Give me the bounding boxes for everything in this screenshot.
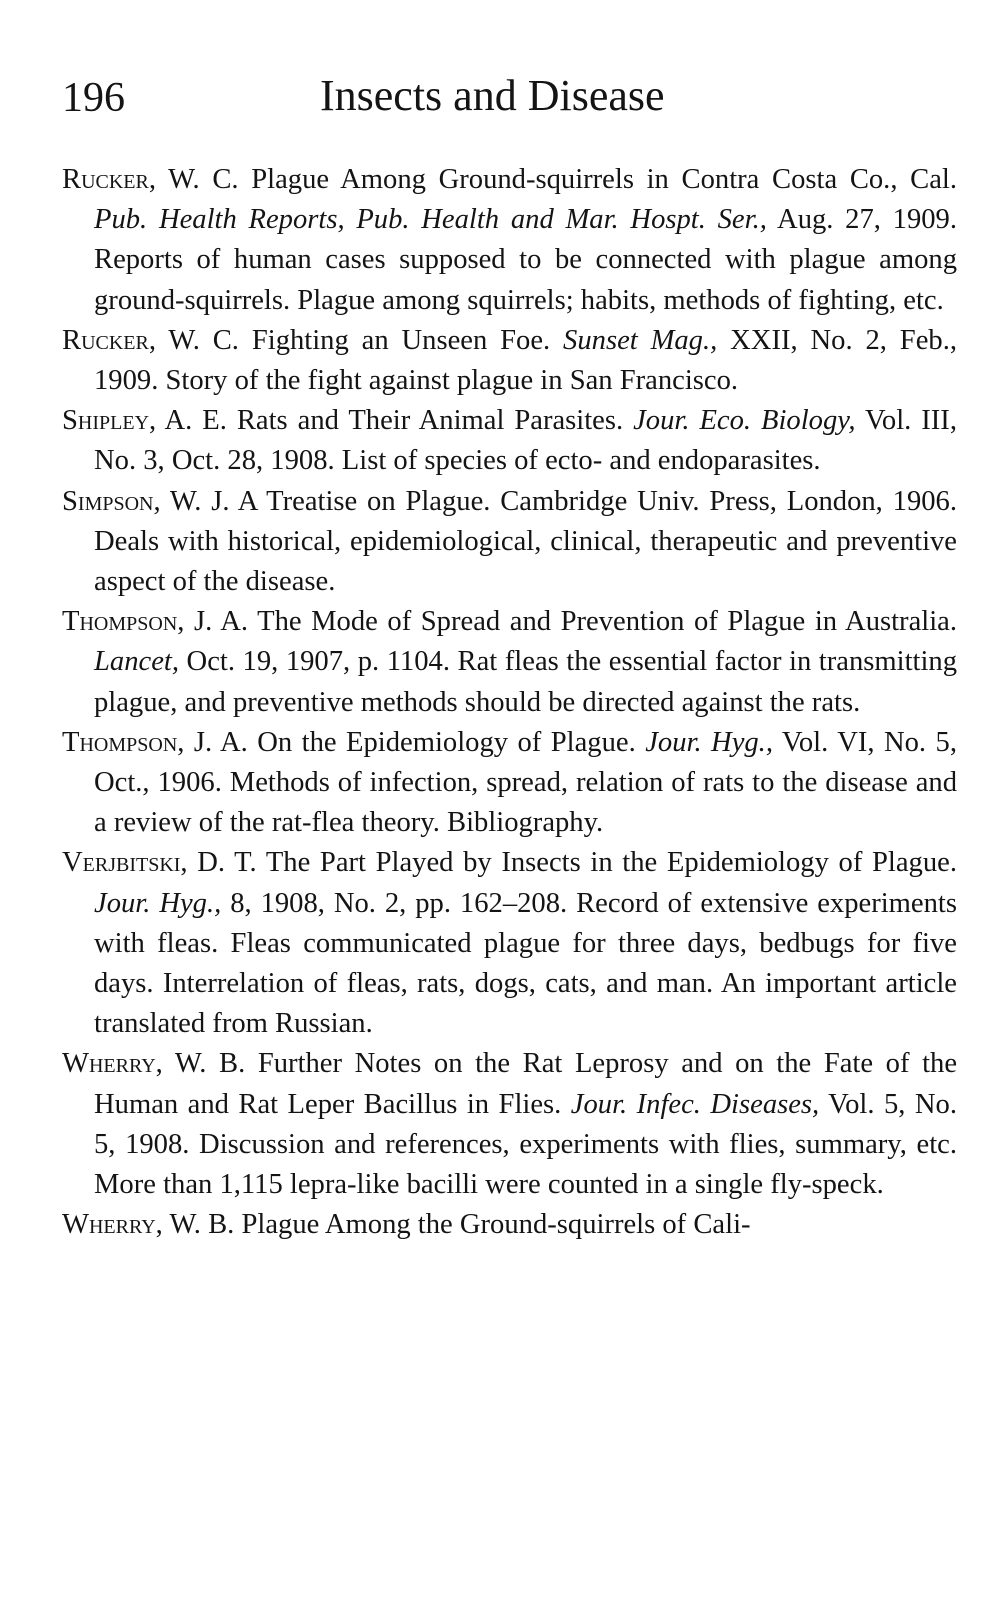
- entry-title: A Treatise on Plague. Cambridge Univ. Press, London, 1906. Deals with historical, epidemiological, clinical, therapeutic and preventive aspect of the disease.: [94, 485, 957, 598]
- bibliography-list: [62, 160, 957, 1245]
- entry-journal: Pub. Health Reports, Pub. Health and Mar. Hospt. Ser.,: [94, 204, 767, 236]
- entry-title: On the Epidemiology of Plague.: [257, 726, 636, 758]
- entry-title: Fighting an Unseen Foe.: [251, 324, 551, 356]
- entry-author: Verjbitski, D. T.: [62, 847, 257, 879]
- entry-journal: Jour. Eco. Biology,: [633, 405, 856, 437]
- bibliography-entry: [62, 160, 957, 321]
- bibliography-entry: [62, 321, 957, 401]
- entry-journal: Sunset Mag.,: [563, 324, 718, 356]
- entry-journal: Lancet,: [94, 646, 179, 678]
- entry-journal: Jour. Infec. Diseases,: [570, 1088, 820, 1120]
- bibliography-entry: [62, 1044, 957, 1205]
- bibliography-entry: [62, 482, 957, 603]
- entry-title: The Mode of Spread and Prevention of Plague in Australia.: [257, 606, 957, 638]
- entry-details: XXII, No. 2, Feb., 1909. Story of the fight against plague in San Francisco.: [94, 324, 957, 397]
- entry-details: Aug. 27, 1909. Reports of human cases supposed to be connected with plague among ground-squirrels. Plague among squirrels; habits, methods of fighting, etc.: [94, 204, 957, 316]
- bibliography-entry: [62, 843, 957, 1044]
- entry-author: Thompson, J. A.: [62, 726, 248, 758]
- bibliography-entry: [62, 1205, 957, 1245]
- entry-details: Vol. III, No. 3, Oct. 28, 1908. List of species of ecto- and endoparasites.: [94, 405, 957, 477]
- entry-author: Rucker, W. C.: [62, 164, 239, 195]
- entry-author: Thompson, J. A.: [62, 606, 249, 638]
- entry-author: Rucker, W. C.: [62, 324, 239, 356]
- entry-title: The Part Played by Insects in the Epidemiology of Plague.: [265, 847, 957, 879]
- entry-title: Plague Among the Ground-squirrels of Cali-: [241, 1209, 751, 1241]
- running-title: Insects and Disease: [320, 71, 665, 120]
- entry-author: Wherry, W. B.: [62, 1209, 235, 1241]
- entry-author: Simpson, W. J.: [62, 485, 230, 517]
- entry-journal: Jour. Hyg.,: [645, 726, 773, 758]
- entry-details: 8, 1908, No. 2, pp. 162–208. Record of extensive experiments with fleas. Fleas communicated plague for three days, bedbugs for five days. Interrelation of fleas, rats, dogs, cats, and man. An important article translated from Russian.: [94, 887, 957, 1040]
- bibliography-entry: [62, 401, 957, 481]
- entry-title: Further Notes on the Rat Leprosy and on the Fate of the Human and Rat Leper Bacillus in Flies.: [94, 1048, 958, 1120]
- entry-title: Rats and Their Animal Parasites.: [236, 405, 624, 437]
- entry-details: Vol. 5, No. 5, 1908. Discussion and references, experiments with flies, summary, etc. More than 1,115 lepra-like bacilli were counted in a single fly-speck.: [94, 1088, 957, 1201]
- entry-title: Plague Among Ground-squirrels in Contra Costa Co., Cal.: [251, 164, 958, 195]
- entry-details: Oct. 19, 1907, p. 1104. Rat fleas the essential factor in transmitting plague, and preventive methods should be directed against the rats.: [94, 646, 957, 718]
- bibliography-entry: [62, 723, 957, 844]
- entry-journal: Jour. Hyg.,: [94, 887, 222, 919]
- page-header: [62, 62, 962, 132]
- bibliography-entry: [62, 602, 957, 723]
- entry-author: Shipley, A. E.: [62, 405, 227, 437]
- entry-author: Wherry, W. B.: [62, 1048, 246, 1080]
- page-number: 196: [62, 75, 125, 121]
- entry-details: Vol. VI, No. 5, Oct., 1906. Methods of infection, spread, relation of rats to the disease and a review of the rat-flea theory. Bibliography.: [94, 726, 957, 839]
